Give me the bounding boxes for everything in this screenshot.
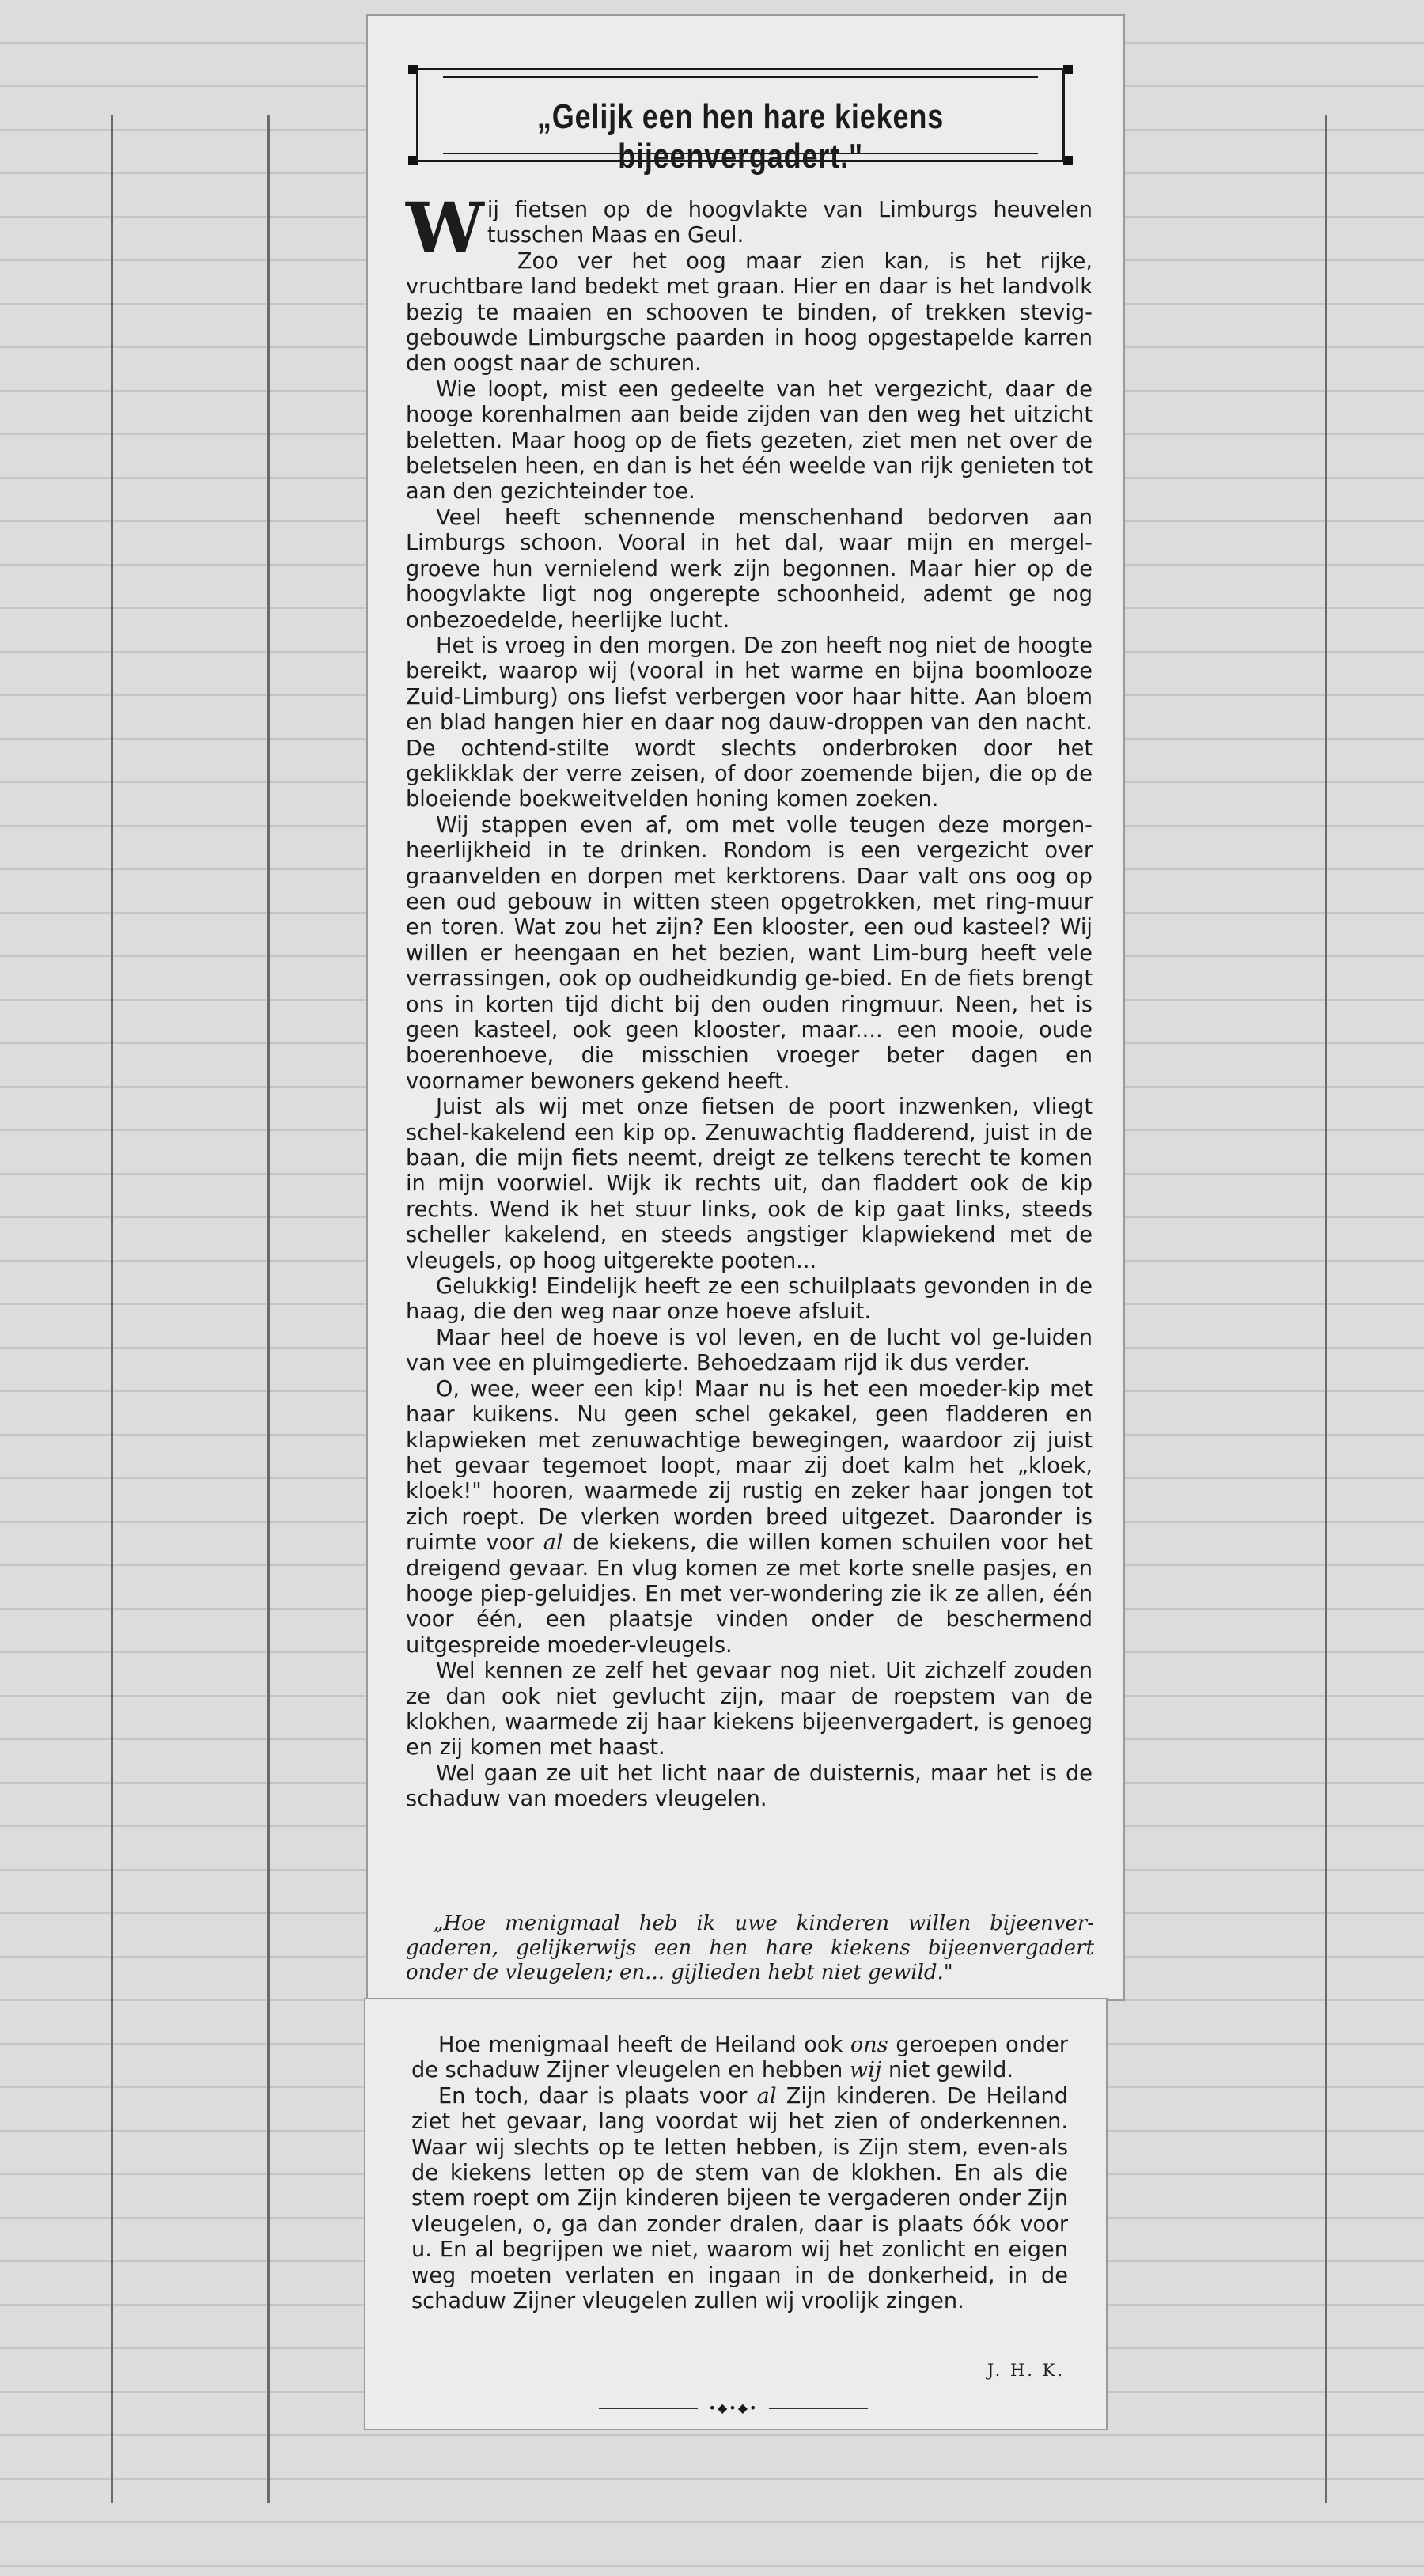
paragraph-4: Veel heeft schennende menschenhand bedorven aan Limburgs schoon. Vooral in het dal, waar mijn en mergel-groeve hun vernielend werk zijn begonnen. Maar hier op de hoogvlakte ligt nog ongerepte schoonheid, ademt ge nog onbezoedelde, heerlijke lucht. (406, 505, 1093, 633)
article-body (406, 187, 1093, 1813)
paragraph-1-text: ij fietsen op de hoogvlakte van Limburgs heuvelen tusschen Maas en Geul. (487, 198, 1093, 248)
paragraph-10-cont: Daaronder is ruimte voor (406, 1504, 1093, 1556)
emphasis-al: al (543, 1530, 563, 1556)
s2p2-b: Zijn kinderen. De Heiland ziet het gevaar, lang voordat wij het zien of onderkennen. Waar wij slechts op te letten hebben, is Zijn stem, even-als de kiekens letten op de stem van de klokhen. En als die stem roept om Zijn kinderen bijeen te vergaderen onder Zijn vleugelen, o, ga dan zonder dralen, daar is plaats óók voor u. En al begrijpen we niet, waarom wij het zonlicht en eigen weg moeten verlaten en ingaan in de donkerheid, in de schaduw Zijner vleugelen zullen wij vroolijk zingen. (411, 2083, 1068, 2314)
paragraph-1 (406, 187, 1093, 269)
author-signature: J. H. K. (987, 2361, 1065, 2380)
s2p1-a: Hoe menigmaal heeft de Heiland ook (438, 2033, 850, 2057)
emphasis-al-2: al (756, 2083, 777, 2109)
emphasis-ons: ons (850, 2033, 888, 2057)
s2p2-a: En toch, daar is plaats voor (438, 2083, 757, 2109)
paragraph-10-text: O, wee, weer een kip! Maar nu is het een moeder-kip met haar kuikens. Nu geen schel gekakel, geen fladderen en klapwieken met zenuwachtige bewegingen, waardoor zij juist het gevaar tegemoet loopt, maar zij doet kalm het „kloek, kloek!" hooren, waarmede zij rustig en zeker haar jongen tot zich roept. De vlerken worden breed uitgezet. (406, 1376, 1093, 1530)
drop-cap: W (406, 187, 479, 269)
paragraph-10 (406, 1377, 1093, 1659)
page-rule-right-1 (1325, 115, 1327, 2503)
ornament-divider (599, 2400, 868, 2416)
emphasis-wij: wij (849, 2058, 882, 2083)
second-paragraph-1 (411, 2033, 1068, 2084)
s2p1-c: niet gewild. (881, 2058, 1014, 2083)
newspaper-clipping-second (365, 1999, 1106, 2429)
ornament-line-right (769, 2408, 868, 2409)
ornament-dots: •◆•◆• (708, 2400, 759, 2415)
paragraph-12: Wel gaan ze uit het licht naar de duisternis, maar het is de schaduw van moeders vleugelen. (406, 1761, 1093, 1812)
second-body (411, 2033, 1068, 2314)
ornament-line-left (599, 2408, 698, 2409)
article-title: „Gelijk een hen hare kiekens bijeenvergadert." (536, 97, 945, 176)
title-side-left (416, 68, 418, 162)
page-rule-left-1 (111, 115, 113, 2503)
paragraph-9: Maar heel de hoeve is vol leven, en de lucht vol ge-luiden van vee en pluimgedierte. Behoedzaam rijd ik dus verder. (406, 1325, 1093, 1376)
paragraph-5: Het is vroeg in den morgen. De zon heeft nog niet de hoogte bereikt, waarop wij (vooral in het warme en bijna boomlooze Zuid-Limburg) ons liefst verbergen voor haar hitte. Aan bloem en blad hangen hier en daar nog dauw-droppen van den nacht. De ochtend-stilte wordt slechts onderbroken door het geklikklak der verre zeisen, of door zoemende bijen, die op de bloeiende boekweitvelden honing komen zoeken. (406, 633, 1093, 812)
paragraph-8: Gelukkig! Eindelijk heeft ze een schuilplaats gevonden in de haag, die den weg naar onze hoeve afsluit. (406, 1274, 1093, 1325)
paragraph-10-cont-2: de kiekens, die willen komen schuilen voor het dreigend gevaar. En vlug komen ze met korte snelle pasjes, en hooge piep-geluidjes. En met ver-wondering zie ik ze allen, één voor één, een plaatsje vinden onder de beschermend uitgespreide moeder-vleugels. (406, 1530, 1093, 1658)
title-side-right (1062, 68, 1065, 162)
title-rule-top (411, 68, 1070, 70)
s2p1-b: geroepen onder de schaduw Zijner vleugelen en hebben (411, 2033, 1068, 2083)
paragraph-2: Zoo ver het oog maar zien kan, is het rijke, vruchtbare land bedekt met graan. Hier en daar is het landvolk bezig te maaien en schooven te binden, of trekken stevig-gebouwde Limburgsche paarden in hoog opgestapelde karren den oogst naar de schuren. (406, 248, 1093, 376)
newspaper-clipping-main (368, 16, 1123, 1999)
paragraph-3: Wie loopt, mist een gedeelte van het vergezicht, daar de hooge korenhalmen aan beide zijden van den weg het uitzicht beletten. Maar hoog op de fiets gezeten, ziet men net over de beletselen heen, en dan is het één weelde van rijk genieten tot aan den gezichteinder toe. (406, 376, 1093, 505)
title-rule-top-inner (443, 76, 1038, 78)
second-paragraph-2 (411, 2084, 1068, 2315)
title-frame (411, 54, 1070, 176)
scripture-quote: „Hoe menigmaal heb ik uwe kinderen willen bijeenver-gaderen, gelijkerwijs een hen hare kiekens bijeenvergadert onder de vleugelen; en... gijlieden hebt niet gewild." (406, 1912, 1094, 1984)
page-rule-left-2 (267, 115, 270, 2503)
paragraph-11: Wel kennen ze zelf het gevaar nog niet. Uit zichzelf zouden ze dan ook niet gevlucht zijn, maar de roepstem van de klokhen, waarmede zij haar kiekens bijeenvergadert, is genoeg en zij komen met haast. (406, 1659, 1093, 1761)
paragraph-7: Juist als wij met onze fietsen de poort inzwenken, vliegt schel-kakelend een kip op. Zenuwachtig fladderend, juist in de baan, die mijn fiets neemt, dreigt ze telkens terecht te komen in mijn voorwiel. Wijk ik rechts uit, dan fladdert ook de kip rechts. Wend ik het stuur links, ook de kip gaat links, steeds scheller kakelend, en steeds angstiger klapwiekend met de vleugels, op hoog uitgerekte pooten... (406, 1095, 1093, 1273)
paragraph-6: Wij stappen even af, om met volle teugen deze morgen-heerlijkheid in te drinken. Rondom is een vergezicht over graanvelden en dorpen met kerktorens. Daar valt ons oog op een oud gebouw in witten steen opgetrokken, met ring-muur en toren. Wat zou het zijn? Een klooster, een oud kasteel? Wij willen er heengaan en het bezien, want Lim-burg heeft vele verrassingen, ook op oudheidkundig ge-bied. En de fiets brengt ons in korten tijd dicht bij den ouden ringmuur. Neen, het is geen kasteel, ook geen klooster, maar.... een mooie, oude boerenhoeve, die misschien vroeger beter dagen en voornamer bewoners gekend heeft. (406, 812, 1093, 1094)
